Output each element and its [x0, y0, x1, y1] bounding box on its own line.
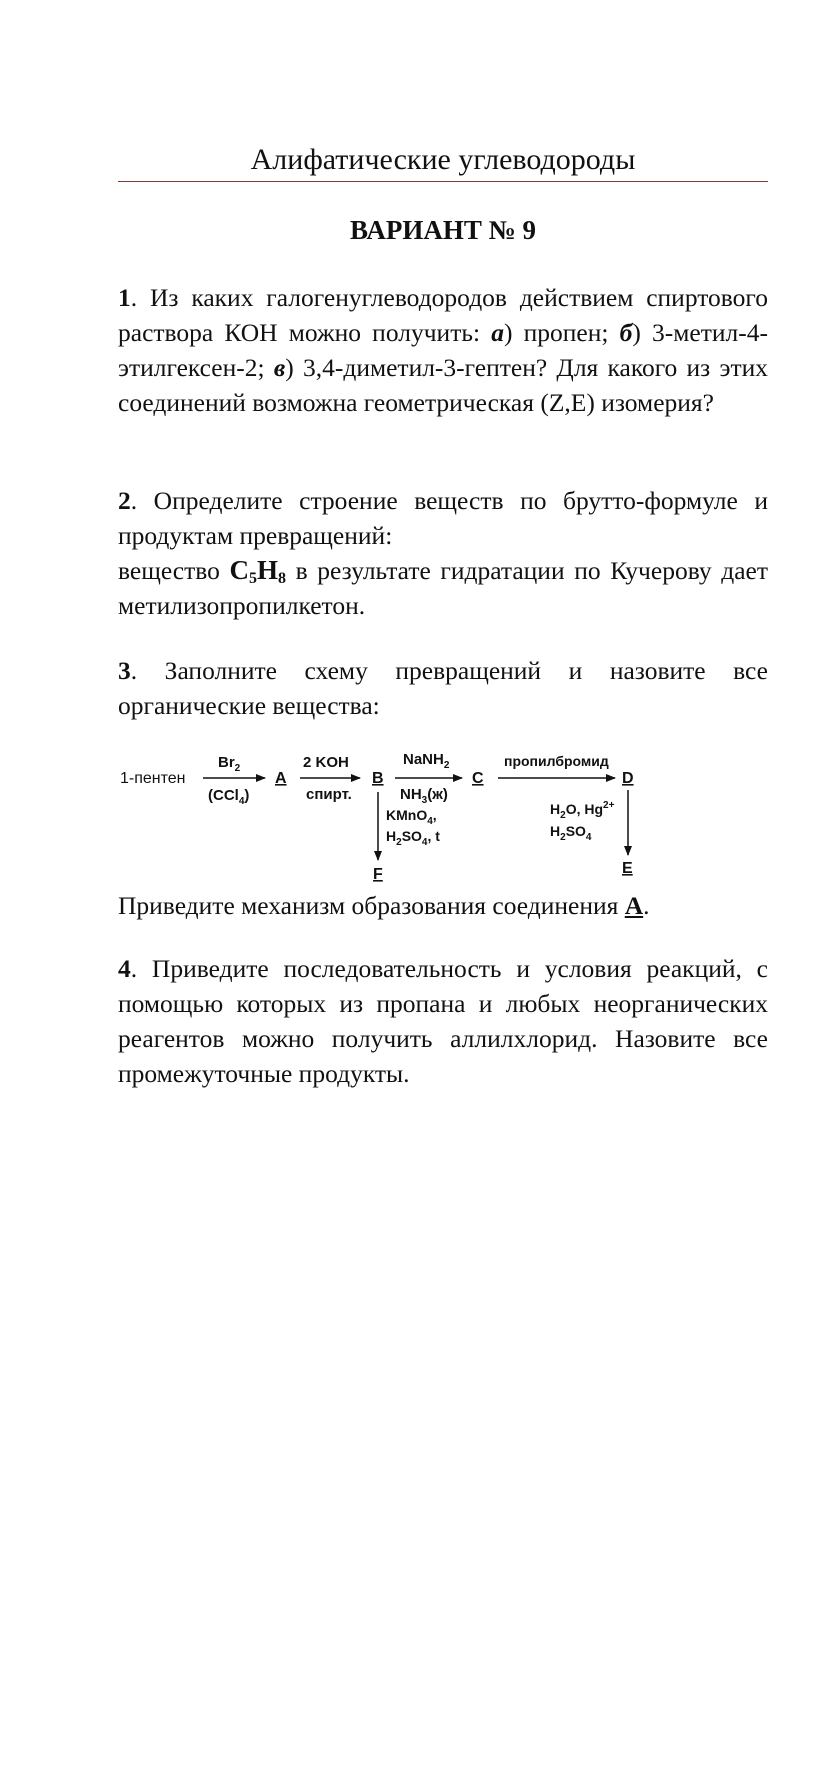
task-4 [118, 951, 768, 1091]
formula-c: C [229, 555, 249, 585]
formula-c-index: 5 [249, 570, 257, 587]
task-2-text-part: . Определите строение веществ по брутто-формуле и продуктам превращений: [118, 486, 768, 550]
reagent-nanh2: NaNH$_2$ [403, 751, 450, 771]
molecular-formula [230, 555, 287, 585]
task-3-text [118, 653, 768, 723]
task-3-text-part: Приведите механизм образования соединения [118, 891, 625, 920]
item-b-letter: б [619, 318, 633, 347]
task-2-text-part: в результате гидратации по Кучерову дает метилизопропилкетон. [118, 556, 768, 620]
task-3-text-part: . [643, 891, 650, 920]
condition-spirt: спирт. [306, 786, 352, 803]
compound-c: C [472, 770, 484, 787]
task-1-text-part: . Из каких галогенуглеводородов действием спиртового раствора КОН можно получить: [118, 283, 768, 347]
task-4-text [118, 951, 768, 1091]
reagent-kmno4: KMnO$_4$, [386, 807, 437, 827]
task-4-number: 4 [118, 954, 131, 983]
task-1-text-part: ) пропен; [503, 318, 620, 347]
formula-h: H [257, 555, 279, 585]
reagent-h2so4-t: $H_2SO_4$, t [386, 828, 440, 848]
reagent-h2o-hg: $H_2O$, $Hg^{2+}$ [550, 800, 615, 821]
task-3-text-part: . Заполните схему превращений и назовите все органические вещества: [118, 656, 768, 720]
task-3-mechanism-text [118, 888, 768, 923]
task-1 [118, 280, 768, 420]
task-1-text-part: ) 3-метил-4-этилгексен-2; [118, 318, 768, 382]
compound-b: B [372, 770, 384, 787]
item-a-letter: а [491, 318, 504, 347]
variant-heading: ВАРИАНТ № 9 [350, 215, 536, 245]
task-2-text-line1 [118, 483, 768, 553]
reagent-h2so4: $H_2SO_4$ [550, 823, 592, 843]
task-2 [118, 483, 768, 623]
solvent-nh3: $NH_3(ж)$ [400, 786, 448, 806]
task-2-text-part: вещество [118, 556, 230, 585]
page-title: Алифатические углеводороды [250, 143, 636, 176]
task-1-number: 1 [118, 283, 131, 312]
task-1-text [118, 280, 768, 420]
reaction-scheme [110, 740, 670, 885]
formula-h-index: 8 [278, 570, 287, 587]
task-2-text-line2 [118, 553, 768, 623]
task-2-number: 2 [118, 486, 131, 515]
reagent-koh: 2 KOH [303, 754, 349, 771]
compound-a: A [275, 770, 287, 787]
task-3-mechanism [118, 888, 768, 923]
scheme-start-compound: 1-пентен [120, 770, 186, 787]
reagent-br2: $Br_2$ [218, 754, 241, 774]
solvent-ccl4: (CCl$_4$) [208, 787, 250, 807]
task-3 [118, 653, 768, 723]
compound-e: E [622, 860, 633, 877]
reagent-propylbromide: пропилбромид [504, 753, 609, 769]
target-compound-a: А [624, 891, 644, 920]
task-4-text-part: . Приведите последовательность и условия реакций, с помощью которых из пропана и любых неорганических реагентов можно получить аллилхлорид. Назовите все промежуточные продукты. [118, 954, 768, 1088]
title-rule [118, 181, 768, 182]
task-3-number: 3 [118, 656, 131, 685]
task-1-text-part: ) 3,4-диметил-3-гептен? Для какого из этих соединений возможна геометрическая (Z,E) изомерия? [118, 353, 768, 417]
item-v-letter: в [273, 353, 286, 382]
compound-d: D [622, 770, 634, 787]
compound-f: F [373, 866, 383, 883]
